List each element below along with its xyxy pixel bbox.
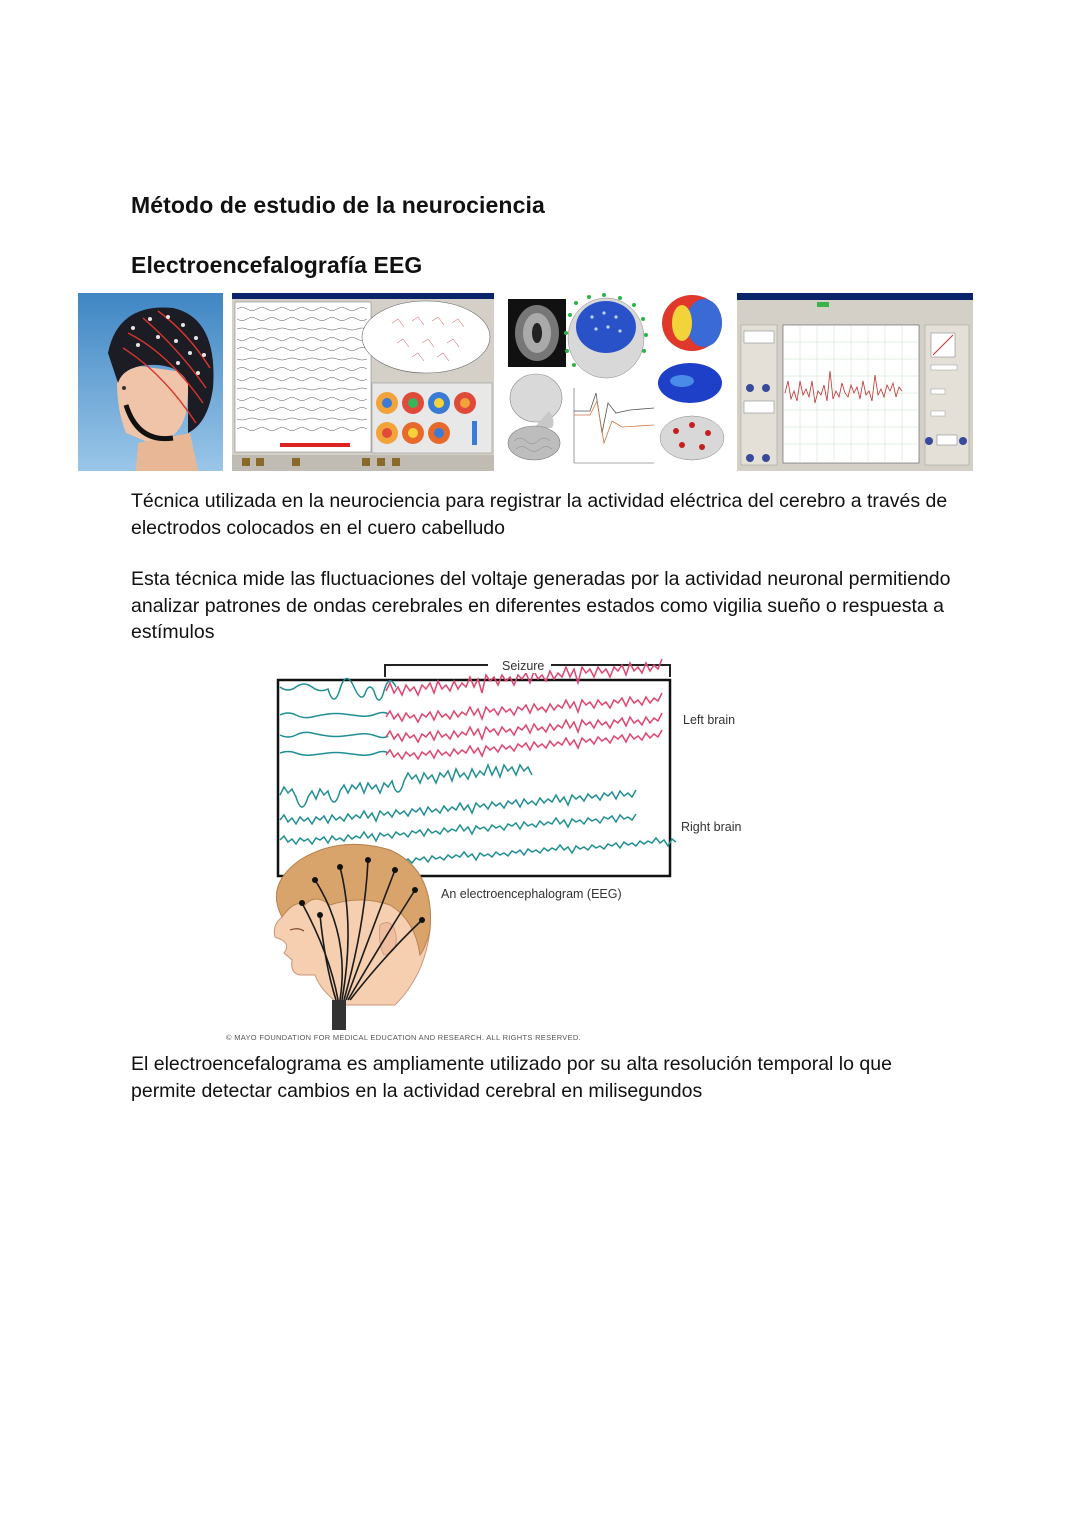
section-title: Electroencefalografía EEG bbox=[131, 252, 423, 278]
paragraph-voltage: Esta técnica mide las fluctuaciones del voltaje generadas por la actividad neuronal permitiendo analizar patrones de ondas cerebrales en diferentes estados como vigilia sueño o respuesta a estímulos bbox=[131, 568, 951, 643]
eeg-seizure-figure bbox=[220, 655, 780, 1050]
eeg-cap-photo bbox=[78, 293, 223, 471]
copyright-notice: © MAYO FOUNDATION FOR MEDICAL EDUCATION AND RESEARCH. ALL RIGHTS RESERVED. bbox=[226, 1033, 581, 1042]
left-brain-label: Left brain bbox=[683, 713, 736, 727]
seizure-label: Seizure bbox=[498, 659, 548, 673]
paragraph-definition: Técnica utilizada en la neurociencia para registrar la actividad eléctrica del cerebro a través de electrodos colocados en el cuero cabelludo bbox=[131, 490, 948, 539]
brain-imaging-montage bbox=[504, 293, 729, 471]
eeg-collage-figure bbox=[78, 293, 973, 471]
figure-caption: An electroencephalogram (EEG) bbox=[441, 887, 622, 901]
paragraph-resolution: El electroencefalograma es ampliamente utilizado por su alta resolución temporal lo que permite detectar cambios en la actividad cerebral en milisegundos bbox=[131, 1053, 892, 1102]
oscilloscope-screenshot bbox=[737, 293, 973, 471]
eeg-software-screenshot bbox=[232, 293, 494, 471]
head-with-electrodes-icon bbox=[274, 844, 430, 1030]
page-title: Método de estudio de la neurociencia bbox=[131, 192, 545, 218]
right-brain-label: Right brain bbox=[681, 820, 742, 834]
